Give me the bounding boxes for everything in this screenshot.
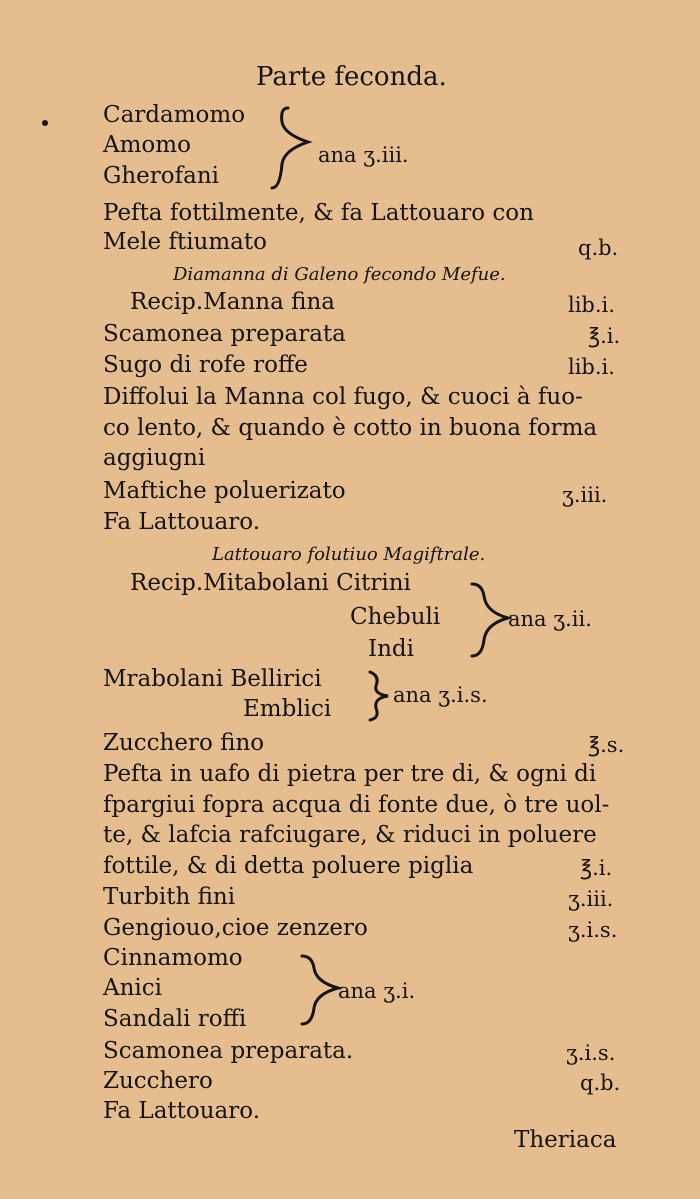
instruction-1a: Pefta fottilmente, & fa Lattouaro con xyxy=(103,200,534,226)
ingredient-gengiouo: Gengiouo,cioe zenzero xyxy=(103,915,368,941)
qty-turbith: ʒ.iii. xyxy=(568,887,614,911)
ingredient-indi: Indi xyxy=(368,636,414,662)
recipe3-recip: Recip.Mitabolani Citrini xyxy=(130,570,411,596)
instruction-2a: Diffolui la Manna col fugo, & cuoci à fuo- xyxy=(103,384,583,410)
ana-2: ana ʒ.ii. xyxy=(508,607,592,631)
recipe-title-lattouaro: Lattouaro folutiuo Magiftrale. xyxy=(212,544,486,565)
ingredient-cinnamomo: Cinnamomo xyxy=(103,945,243,971)
margin-dot xyxy=(42,120,48,126)
brace-2 xyxy=(468,580,512,660)
recipe2-line-1: Recip.Manna fina xyxy=(130,289,335,315)
qty-poluere: ℥.i. xyxy=(580,856,613,880)
instruction-1b: Mele ftiumato xyxy=(103,229,267,255)
ingredient-scamonea: Scamonea preparata. xyxy=(103,1038,354,1064)
ingredient-cardamomo: Cardamomo xyxy=(103,102,246,128)
ingredient-anici: Anici xyxy=(103,975,163,1001)
qty-zucchero: q.b. xyxy=(580,1071,621,1095)
ingredient-bellirici: Mrabolani Bellirici xyxy=(103,666,322,692)
recipe2-qty-3: lib.i. xyxy=(568,355,615,379)
recipe2-qty-1: lib.i. xyxy=(568,293,615,317)
ana-1: ana ʒ.iii. xyxy=(318,143,409,167)
brace-1 xyxy=(268,104,318,194)
ingredient-chebuli: Chebuli xyxy=(350,604,441,630)
ingredient-sandali: Sandali roffi xyxy=(103,1006,247,1032)
recipe2-end: Fa Lattouaro. xyxy=(103,509,261,535)
instruction-2b: co lento, & quando è cotto in buona forma xyxy=(103,415,598,441)
ingredient-zucchero-fino: Zucchero fino xyxy=(103,730,265,756)
brace-4 xyxy=(298,952,342,1028)
page-header: Parte feconda. xyxy=(256,62,447,92)
instruction-3d: fottile, & di detta poluere piglia xyxy=(103,853,474,879)
qty-scamonea: ʒ.i.s. xyxy=(566,1041,616,1065)
qty-mastiche: ʒ.iii. xyxy=(562,483,608,507)
instruction-2c: aggiugni xyxy=(103,445,206,471)
catchword: Theriaca xyxy=(514,1127,617,1153)
recipe-title-diamanna: Diamanna di Galeno fecondo Mefue. xyxy=(173,264,506,285)
recipe2-line-3: Sugo di rofe roffe xyxy=(103,352,308,378)
recipe3-end: Fa Lattouaro. xyxy=(103,1098,261,1124)
ingredient-gherofani: Gherofani xyxy=(103,163,220,189)
ingredient-amomo: Amomo xyxy=(103,132,191,158)
qty-qb-1: q.b. xyxy=(578,236,619,260)
ana-3: ana ʒ.i.s. xyxy=(393,683,488,707)
qty-gengiouo: ʒ.i.s. xyxy=(568,918,618,942)
recipe2-qty-2: ℥.i. xyxy=(588,324,621,348)
instruction-3c: te, & lafcia rafciugare, & riduci in poluere xyxy=(103,822,597,848)
ingredient-turbith: Turbith fini xyxy=(103,884,236,910)
instruction-3b: fpargiui fopra acqua di fonte due, ò tre uol- xyxy=(103,792,610,818)
brace-3 xyxy=(364,668,394,724)
recipe2-line-2: Scamonea preparata xyxy=(103,321,346,347)
instruction-3a: Pefta in uafo di pietra per tre di, & ogni di xyxy=(103,761,597,787)
ingredient-mastiche: Maftiche poluerizato xyxy=(103,478,346,504)
qty-zucchero-fino: ℥.s. xyxy=(588,733,625,757)
ana-4: ana ʒ.i. xyxy=(338,979,416,1003)
ingredient-zucchero: Zucchero xyxy=(103,1068,213,1094)
ingredient-emblici: Emblici xyxy=(243,696,332,722)
